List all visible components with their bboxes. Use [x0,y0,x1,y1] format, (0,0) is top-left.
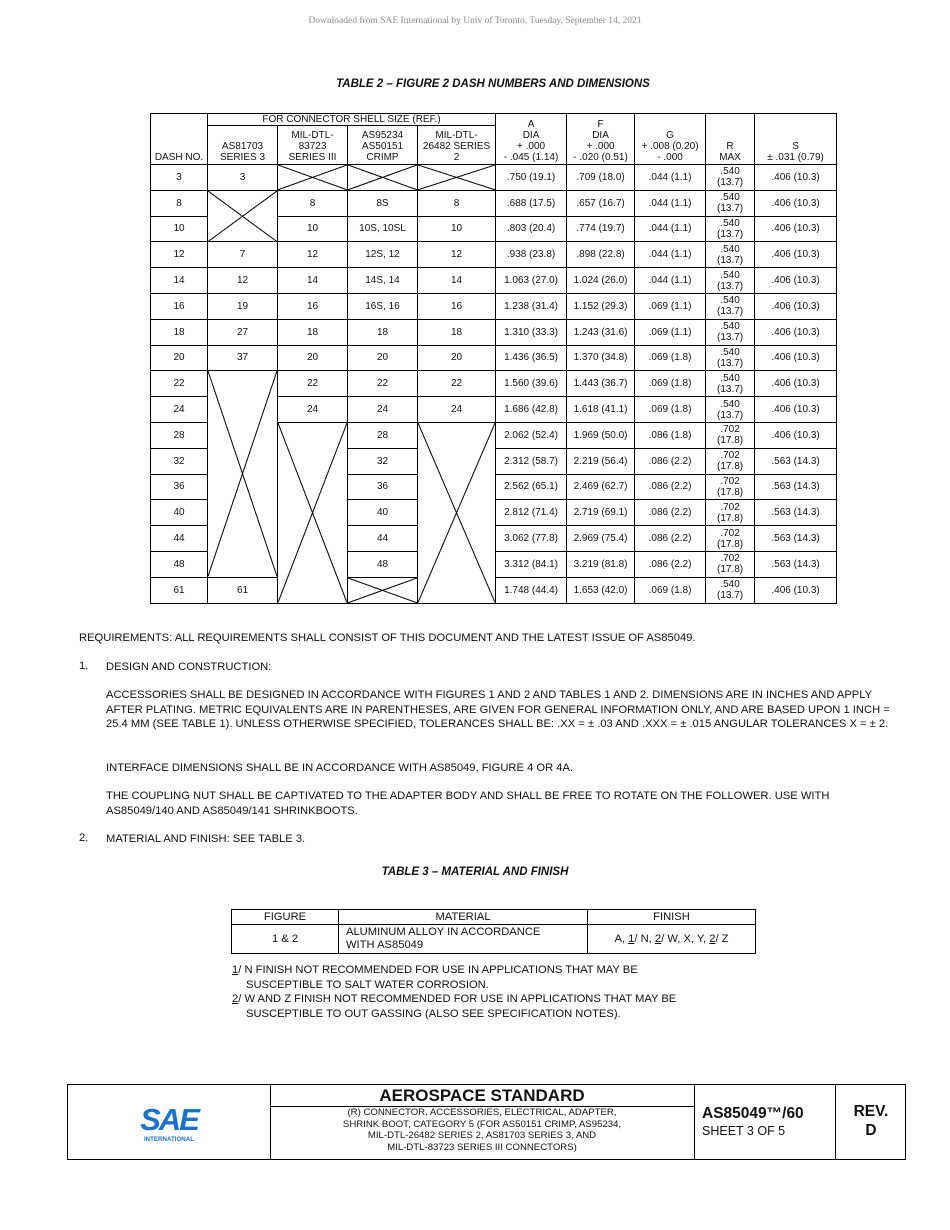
dash-numbers-table [150,113,837,604]
cell-as81703: 37 [208,345,278,371]
cell-r: .702 (17.8) [706,448,755,474]
cell-as95234: 18 [348,319,418,345]
cell-s: .406 (10.3) [755,345,837,371]
cell-figure: 1 & 2 [232,925,339,954]
cell-mil83723: 20 [278,345,348,371]
cell-as95234: 22 [348,371,418,397]
cell-s: .406 (10.3) [755,216,837,242]
table-row [151,345,837,371]
cell-s: .563 (14.3) [755,474,837,500]
cell-a: 2.062 (52.4) [496,422,567,448]
cell-dash-no: 16 [151,293,208,319]
header-mil83723: MIL-DTL- 83723 SERIES III [278,126,348,165]
cell-g: .044 (1.1) [635,268,706,294]
cell-r: .540 (13.7) [706,165,755,191]
cell-g: .086 (2.2) [635,474,706,500]
cell-g: .069 (1.8) [635,397,706,423]
cell-a: 2.312 (58.7) [496,448,567,474]
cell-s: .406 (10.3) [755,165,837,191]
cell-as81703: 19 [208,293,278,319]
download-note: Downloaded from SAE International by Univ of Toronto, Tuesday, September 14, 2021 [308,16,642,26]
header-dash-no: DASH NO. [151,126,208,165]
title-block-divider [694,1085,695,1159]
cell-g: .086 (2.2) [635,448,706,474]
cell-g: .069 (1.1) [635,319,706,345]
not-applicable-cross [208,371,277,576]
cell-a: 1.238 (31.4) [496,293,567,319]
design-paragraph-1: ACCESSORIES SHALL BE DESIGNED IN ACCORDANCE WITH FIGURES 1 AND 2 AND TABLES 1 AND 2. DIMENSIONS ARE IN INCHES AND APPLY AFTER PLATING. METRIC EQUIVALENTS ARE IN PARENTHESES, ARE GIVEN FOR GENERAL INFORMATION ONLY, AND ARE BASED UPON 1 INCH = 25.4 MM (SEE TABLE 1). UNLESS OTHERWISE SPECIFIED, TOLERANCES SHALL BE: .XX = ± .03 AND .XXX = ± .015 ANGULAR TOLERANCES X = ± 2. [106,689,890,731]
cell-a: .688 (17.5) [496,190,567,216]
revision: REV. D [853,1103,889,1139]
cell-a: .750 (19.1) [496,165,567,191]
not-applicable-cross [208,191,277,242]
not-applicable-cross [348,578,417,603]
cell-mil83723: 22 [278,371,348,397]
sae-logo [136,1100,202,1144]
cell-f: 1.969 (50.0) [567,422,635,448]
cell-s: .563 (14.3) [755,526,837,552]
cell-a: 2.562 (65.1) [496,474,567,500]
cell-mil83723: 12 [278,242,348,268]
table-row [151,319,837,345]
cell-as95234: 8S [348,190,418,216]
cell-mil26482: 22 [418,371,496,397]
cell-r: .702 (17.8) [706,551,755,577]
sae-logo-subtext: INTERNATIONAL [143,1136,195,1143]
footnote-2: 2/ W AND Z FINISH NOT RECOMMENDED FOR USE IN APPLICATIONS THAT MAY BE SUSCEPTIBLE TO OUT GASSING (ALSO SEE SPECIFICATION NOTES). [232,993,677,1020]
table-row [151,190,837,216]
table-row [151,371,837,397]
cell-r: .540 (13.7) [706,577,755,603]
cell-a: 2.812 (71.4) [496,500,567,526]
cell-material: ALUMINUM ALLOY IN ACCORDANCE WITH AS85049 [339,925,588,954]
section-2-title: MATERIAL AND FINISH: SEE TABLE 3. [106,833,306,845]
cell-as95234: 28 [348,422,418,448]
cell-as81703: 3 [208,165,278,191]
cell-a: 3.062 (77.8) [496,526,567,552]
not-applicable-cross [418,165,495,190]
cell-g: .044 (1.1) [635,190,706,216]
cell-as95234: 32 [348,448,418,474]
table-row [151,293,837,319]
cell-a: 1.310 (33.3) [496,319,567,345]
cell-a: 1.063 (27.0) [496,268,567,294]
cell-mil26482: 10 [418,216,496,242]
cell-mil83723: 14 [278,268,348,294]
cell-g: .044 (1.1) [635,165,706,191]
cell-r: .540 (13.7) [706,190,755,216]
cell-mil83723-na [278,165,348,191]
cell-f: 1.024 (26.0) [567,268,635,294]
group-header: FOR CONNECTOR SHELL SIZE (REF.) [208,114,496,126]
cell-r: .702 (17.8) [706,526,755,552]
cell-mil83723: 18 [278,319,348,345]
cell-dash-no: 40 [151,500,208,526]
cell-dash-no: 32 [151,448,208,474]
not-applicable-cross [278,423,347,603]
cell-finish: A, 1/ N, 2/ W, X, Y, 2/ Z [588,925,756,954]
cell-f: 1.152 (29.3) [567,293,635,319]
cell-s: .563 (14.3) [755,448,837,474]
not-applicable-cross [348,165,417,190]
cell-a: 1.560 (39.6) [496,371,567,397]
cell-as95234: 36 [348,474,418,500]
cell-as95234: 40 [348,500,418,526]
dash-header-top [151,114,208,126]
cell-as81703: 27 [208,319,278,345]
cell-mil26482: 20 [418,345,496,371]
table2-caption: TABLE 2 – FIGURE 2 DASH NUMBERS AND DIMENSIONS [336,78,650,90]
cell-as81703: 61 [208,577,278,603]
header-as81703: AS81703 SERIES 3 [208,126,278,165]
design-paragraph-3: THE COUPLING NUT SHALL BE CAPTIVATED TO THE ADAPTER BODY AND SHALL BE FREE TO ROTATE ON THE FOLLOWER. USE WITH AS85049/140 AND AS85049/141 SHRINKBOOTS. [106,790,830,817]
cell-mil26482-na [418,422,496,603]
cell-dash-no: 28 [151,422,208,448]
cell-mil83723: 16 [278,293,348,319]
cell-f: 1.618 (41.1) [567,397,635,423]
cell-s: .406 (10.3) [755,397,837,423]
cell-as81703-na [208,190,278,242]
cell-r: .540 (13.7) [706,293,755,319]
cell-r: .540 (13.7) [706,242,755,268]
cell-r: .540 (13.7) [706,268,755,294]
cell-f: 1.653 (42.0) [567,577,635,603]
cell-f: .774 (19.7) [567,216,635,242]
cell-a: 1.436 (36.5) [496,345,567,371]
cell-dash-no: 44 [151,526,208,552]
table-row [151,165,837,191]
cell-f: 2.219 (56.4) [567,448,635,474]
cell-r: .702 (17.8) [706,474,755,500]
cell-dash-no: 48 [151,551,208,577]
cell-g: .044 (1.1) [635,216,706,242]
table-row [151,268,837,294]
cell-dash-no: 8 [151,190,208,216]
cell-as95234-na [348,577,418,603]
header-f: F DIA + .000 - .020 (0.51) [567,114,635,165]
cell-mil83723: 8 [278,190,348,216]
cell-mil83723: 24 [278,397,348,423]
header-finish: FINISH [588,910,756,925]
header-a: A DIA + .000 - .045 (1.14) [496,114,567,165]
cell-mil26482: 8 [418,190,496,216]
table-row [151,242,837,268]
cell-dash-no: 14 [151,268,208,294]
section-2-number: 2. [79,832,89,844]
cell-s: .406 (10.3) [755,319,837,345]
cell-g: .086 (2.2) [635,500,706,526]
cell-r: .540 (13.7) [706,216,755,242]
cell-f: 2.719 (69.1) [567,500,635,526]
cell-f: 2.969 (75.4) [567,526,635,552]
cell-mil26482: 18 [418,319,496,345]
cell-g: .086 (2.2) [635,526,706,552]
cell-as81703: 12 [208,268,278,294]
cell-g: .069 (1.1) [635,293,706,319]
cell-g: .069 (1.8) [635,371,706,397]
cell-mil26482-na [418,165,496,191]
cell-mil26482: 12 [418,242,496,268]
cell-s: .406 (10.3) [755,371,837,397]
cell-as95234: 10S, 10SL [348,216,418,242]
cell-dash-no: 61 [151,577,208,603]
cell-r: .540 (13.7) [706,397,755,423]
cell-a: 1.686 (42.8) [496,397,567,423]
sae-logo-text: SAE [140,1102,198,1137]
cell-dash-no: 36 [151,474,208,500]
not-applicable-cross [278,165,347,190]
cell-as95234: 44 [348,526,418,552]
cell-as95234: 20 [348,345,418,371]
cell-mil26482: 16 [418,293,496,319]
cell-s: .406 (10.3) [755,242,837,268]
cell-s: .406 (10.3) [755,577,837,603]
section-1-number: 1. [79,660,89,672]
header-figure: FIGURE [232,910,339,925]
document-number: AS85049™/60 [702,1105,804,1122]
cell-mil83723-na [278,422,348,603]
standard-title: AEROSPACE STANDARD [379,1086,585,1105]
cell-f: .657 (16.7) [567,190,635,216]
cell-as95234: 12S, 12 [348,242,418,268]
cell-f: 3.219 (81.8) [567,551,635,577]
cell-f: .709 (18.0) [567,165,635,191]
cell-mil83723: 10 [278,216,348,242]
cell-as95234: 48 [348,551,418,577]
header-material: MATERIAL [339,910,588,925]
cell-g: .086 (2.2) [635,551,706,577]
cell-as95234: 14S, 14 [348,268,418,294]
cell-r: .702 (17.8) [706,500,755,526]
cell-s: .406 (10.3) [755,293,837,319]
cell-s: .406 (10.3) [755,190,837,216]
cell-s: .563 (14.3) [755,551,837,577]
header-g: G + .008 (0.20) - .000 [635,114,706,165]
requirements-text: REQUIREMENTS: ALL REQUIREMENTS SHALL CONSIST OF THIS DOCUMENT AND THE LATEST ISSUE OF AS85049. [79,632,696,644]
header-mil26482: MIL-DTL- 26482 SERIES 2 [418,126,496,165]
cell-a: 3.312 (84.1) [496,551,567,577]
cell-as95234-na [348,165,418,191]
cell-a: .803 (20.4) [496,216,567,242]
cell-r: .540 (13.7) [706,319,755,345]
cell-dash-no: 12 [151,242,208,268]
material-finish-table [231,909,756,954]
cell-dash-no: 24 [151,397,208,423]
cell-f: 1.443 (36.7) [567,371,635,397]
cell-dash-no: 10 [151,216,208,242]
title-block [67,1084,906,1160]
cell-s: .406 (10.3) [755,422,837,448]
cell-mil26482: 14 [418,268,496,294]
cell-g: .044 (1.1) [635,242,706,268]
cell-as81703: 7 [208,242,278,268]
standard-description: (R) CONNECTOR, ACCESSORIES, ELECTRICAL, ADAPTER, SHRINK BOOT, CATEGORY 5 (FOR AS50151 CRIMP, AS95234, MIL-DTL-26482 SERIES 2, AS81703 SERIES 3, AND MIL-DTL-83723 SERIES III CONNECTORS) [342,1107,622,1153]
cell-dash-no: 3 [151,165,208,191]
design-paragraph-2: INTERFACE DIMENSIONS SHALL BE IN ACCORDANCE WITH AS85049, FIGURE 4 OR 4A. [106,762,574,774]
header-r: R MAX [706,114,755,165]
cell-f: 1.243 (31.6) [567,319,635,345]
cell-f: 1.370 (34.8) [567,345,635,371]
section-1-title: DESIGN AND CONSTRUCTION: [106,661,272,673]
cell-a: .938 (23.8) [496,242,567,268]
cell-g: .069 (1.8) [635,345,706,371]
cell-f: .898 (22.8) [567,242,635,268]
cell-g: .069 (1.8) [635,577,706,603]
cell-dash-no: 18 [151,319,208,345]
sheet-number: SHEET 3 OF 5 [702,1124,786,1138]
footnote-1: 1/ N FINISH NOT RECOMMENDED FOR USE IN APPLICATIONS THAT MAY BE SUSCEPTIBLE TO SALT WATER CORROSION. [232,964,638,991]
cell-a: 1.748 (44.4) [496,577,567,603]
cell-dash-no: 22 [151,371,208,397]
table3-caption: TABLE 3 – MATERIAL AND FINISH [381,866,569,878]
header-s: S ± .031 (0.79) [755,114,837,165]
cell-f: 2.469 (62.7) [567,474,635,500]
cell-as81703-na [208,371,278,577]
header-as95234: AS95234 AS50151 CRIMP [348,126,418,165]
cell-s: .406 (10.3) [755,268,837,294]
cell-r: .540 (13.7) [706,371,755,397]
cell-r: .540 (13.7) [706,345,755,371]
cell-dash-no: 20 [151,345,208,371]
not-applicable-cross [418,423,495,603]
cell-g: .086 (1.8) [635,422,706,448]
cell-as95234: 16S, 16 [348,293,418,319]
cell-r: .702 (17.8) [706,422,755,448]
cell-as95234: 24 [348,397,418,423]
cell-s: .563 (14.3) [755,500,837,526]
cell-mil26482: 24 [418,397,496,423]
